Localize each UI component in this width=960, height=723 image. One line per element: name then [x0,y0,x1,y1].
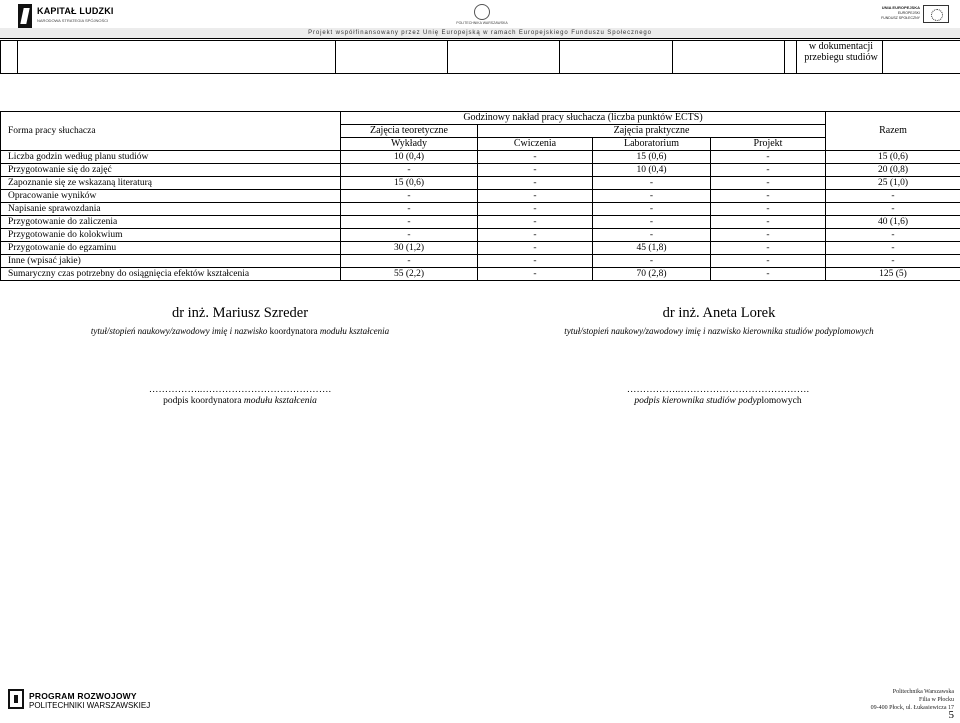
row-cell: - [478,164,593,177]
row-cell: - [341,255,478,268]
coordinator-sign-upright: podpis koordynatora [163,396,242,406]
director-sign-italic: podpis kierownika studiów podyp [634,396,762,406]
program-rozwojowy-logo [8,689,151,711]
row-cell: 15 (0,6) [593,151,711,164]
logo-left-subtitle: NARODOWA STRATEGIA SPÓJNOŚCI [37,18,109,23]
director-block [519,305,919,336]
program-logo-icon [8,689,24,709]
row-cell: - [593,255,711,268]
row-label: Napisanie sprawozdania [1,203,341,216]
row-cell: - [711,268,826,281]
row-cell: - [341,190,478,203]
header-theory: Zajęcia teoretyczne [341,125,478,138]
row-cell: - [711,190,826,203]
logo-left-title: KAPITAŁ LUDZKI [37,6,114,16]
table-row [1,190,960,203]
header-laboratory: Laboratorium [593,138,711,151]
row-cell: - [711,164,826,177]
header-group: Godzinowy nakład pracy słuchacza (liczba punktów ECTS) [341,112,826,125]
row-cell: - [478,151,593,164]
coordinator-block [40,305,440,336]
row-label: Przygotowanie do kolokwium [1,229,341,242]
table-row [1,151,960,164]
row-cell: - [711,229,826,242]
table-row [1,242,960,255]
row-cell: 10 (0,4) [341,151,478,164]
row-cell: 20 (0,8) [826,164,960,177]
row-label: Liczba godzin według planu studiów [1,151,341,164]
eu-flag-icon [923,5,949,23]
coordinator-sign-italic: modułu kształcenia [243,396,317,406]
eu-line3: FUNDUSZ SPOŁECZNY [881,16,920,20]
row-label: Opracowanie wyników [1,190,341,203]
row-cell: - [478,177,593,190]
logo-mid-label: POLITECHNIKA WARSZAWSKA [456,21,508,25]
coordinator-caption [40,326,440,336]
row-cell: 40 (1,6) [826,216,960,229]
address-line3: 09-400 Płock, ul. Łukasiewicza 17 [870,705,954,711]
row-cell: - [478,255,593,268]
row-cell: - [711,242,826,255]
row-cell: - [826,203,960,216]
coordinator-caption-tail: modułu kształcenia [319,326,390,336]
row-cell: 30 (1,2) [341,242,478,255]
coordinator-signature-label [90,396,390,406]
workload-rows [1,151,960,281]
row-label: Sumaryczny czas potrzebny do osiągnięcia efektów kształcenia [1,268,341,281]
director-signature [568,385,868,406]
header-rule [0,38,960,39]
row-cell: - [478,268,593,281]
table-row [1,177,960,190]
row-cell: - [711,216,826,229]
coordinator-signature [90,385,390,406]
row-label: Inne (wpisać jakie) [1,255,341,268]
politechnika-logo [452,4,512,25]
row-cell: - [341,203,478,216]
header-project: Projekt [711,138,826,151]
row-label: Przygotowanie się do zajęć [1,164,341,177]
address-line1: Politechnika Warszawska [892,689,954,695]
eu-line2: EUROPEJSKI [897,11,920,15]
row-cell: - [593,216,711,229]
row-cell: - [593,177,711,190]
row-cell: 15 (0,6) [826,151,960,164]
row-cell: - [711,203,826,216]
row-cell: - [826,255,960,268]
eu-logo [872,5,952,25]
row-cell: 125 (5) [826,268,960,281]
row-cell: - [478,229,593,242]
row-cell: - [826,190,960,203]
row-cell: - [826,242,960,255]
row-cell: - [478,190,593,203]
university-seal-icon [474,4,490,20]
project-line: Projekt współfinansowany przez Unię Europejską w ramach Europejskiego Funduszu Społecznego [308,30,652,36]
coordinator-signature-dots: ……………..…………………………………. [148,385,332,395]
row-cell: - [711,151,826,164]
row-cell: - [593,190,711,203]
director-signature-label [568,396,868,406]
footer-address [871,688,954,712]
director-name: dr inż. Aneta Lorek [662,305,776,321]
header-practice: Zajęcia praktyczne [478,125,826,138]
address-line2: Filia w Płocku [918,697,954,703]
row-cell: - [341,229,478,242]
table-row [1,203,960,216]
row-cell: - [826,229,960,242]
eu-logo-text [872,5,920,21]
kapital-ludzki-mark-icon [18,4,32,28]
row-cell: 70 (2,8) [593,268,711,281]
row-cell: 25 (1,0) [826,177,960,190]
row-cell: - [711,177,826,190]
row-cell: - [341,216,478,229]
row-cell: - [478,242,593,255]
table-row [1,229,960,242]
header-total: Razem [826,112,960,151]
row-cell: 45 (1,8) [593,242,711,255]
page-number: 5 [948,709,954,721]
row-label: Przygotowanie do zaliczenia [1,216,341,229]
table-row [1,268,960,281]
table-row [1,255,960,268]
program-line1: PROGRAM ROZWOJOWY [29,691,137,701]
row-cell: - [593,203,711,216]
program-line2: POLITECHNIKI WARSZAWSKIEJ [29,701,151,710]
header-form: Forma pracy słuchacza [1,112,341,151]
table-row [1,216,960,229]
header-lectures: Wykłady [341,138,478,151]
row-cell: 55 (2,2) [341,268,478,281]
row-cell: 15 (0,6) [341,177,478,190]
coordinator-caption-italic: tytuł/stopień naukowy/zawodowy imię i nazwisko [90,326,268,336]
row-cell: 10 (0,4) [593,164,711,177]
header-exercises: Ćwiczenia [478,138,593,151]
director-sign-upright: lomowych [761,396,802,406]
eu-line1: UNIA EUROPEJSKA [881,5,920,10]
coordinator-name: dr inż. Mariusz Szreder [171,305,309,321]
table-row [1,164,960,177]
workload-table [0,111,960,281]
documentation-note: w dokumentacji przebiegu studiów [804,41,878,63]
director-signature-dots: ……………..…………………………………. [626,385,810,395]
row-cell: - [593,229,711,242]
row-cell: - [341,164,478,177]
row-cell: - [478,203,593,216]
coordinator-caption-upright: koordynatora [269,326,318,336]
director-caption: tytuł/stopień naukowy/zawodowy imię i nazwisko kierownika studiów podyplomowych [564,326,874,336]
row-label: Zapoznanie się ze wskazaną literaturą [1,177,341,190]
row-label: Przygotowanie do egzaminu [1,242,341,255]
row-cell: - [711,255,826,268]
row-cell: - [478,216,593,229]
kapital-ludzki-logo [18,4,114,30]
